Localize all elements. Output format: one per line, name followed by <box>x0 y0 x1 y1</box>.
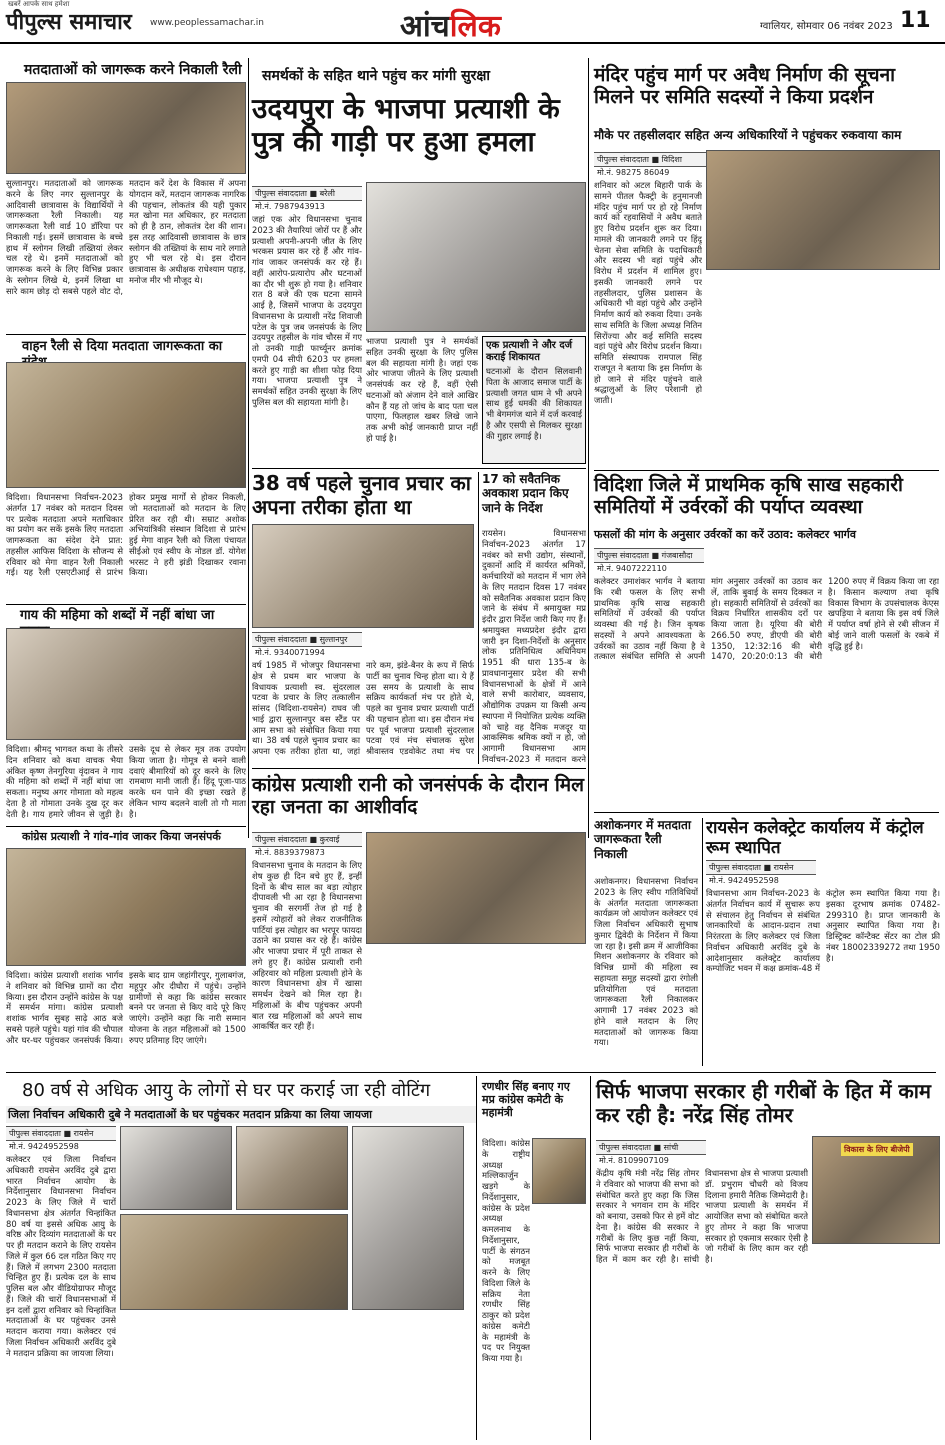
article-body-continued <box>812 1248 940 1440</box>
article-body: रायसेन। विधानसभा निर्वाचन-2023 अंतर्गत 17 नवंबर को सभी उद्योग, संस्थानों, दुकानों आदि में कार्यरत श्रमिकों, कर्मचारियों को मतदान में भाग लेने के लिए मतदान दिवस 17 नवंबर को सवैतनिक अवकाश प्रदान किए जाने के संबंध में श्रमायुक्त मप्र इंदौर द्वारा निर्देश जारी किए गए हैं। श्रमायुक्त मध्यप्रदेश इंदौर द्वारा जारी इन दिशा-निर्देशों के अनुसार लोक प्रतिनिधित्व अधिनियम 1951 की धारा 135-ब के प्रावधानानुसार प्रदेश की सभी विधानसभाओं के क्षेत्रों में आने वाले सभी कारोबार, व्यवसाय, औद्योगिक उपक्रम या किसी अन्य स्थापना में नियोजित प्रत्येक व्यक्ति को चाहे वह दैनिक मजदूर या आकस्मिक श्रमिक क्यों न हो, जो आगामी विधानसभा आम निर्वाचन-2023 में मतदान करने <box>482 528 586 764</box>
article-body: कलेक्टर उमाशंकर भार्गव ने बताया कि रबी फसल के लिए सभी प्राथमिक कृषि साख सहकारी समितियों में उर्वरकों की पर्याप्त व्यवस्था की गई है। जिन कृषक सदस्यों ने अपने आवश्यकता के उर्वरकों का उठाव नहीं किया है वे तत्काल संबंधित समिति से अपनी मांग अनुसार उर्वरकों का उठाव कर लें, ताकि बुवाई के समय दिक्कत न हो। सहकारी समितियों से उर्वरकों का विक्रय निर्धारित शासकीय दरों पर किया जाता है। यूरिया की बोरी 266.50 रुपए, डीएपी की बोरी 1350, 12:32:16 की बोरी 1470, 20:20:0:13 की बोरी 1200 रुपए में विक्रय किया जा रहा है। किसान कल्याण तथा कृषि विकास विभाग के उपसंचालक केएस खपड़िया ने बताया कि इस वर्ष जिले में पर्याप्त वर्षा होने से रबी सीजन में बोई जाने वाली फसलों के रकबे में वृद्धि हुई है। <box>594 576 939 662</box>
byline: पीपुल्स संवाददाता ■ कुरवाई <box>252 832 362 847</box>
article-deck: फसलों की मांग के अनुसार उर्वरकों का करें उठाव: कलेक्टर भार्गव <box>594 528 856 541</box>
sidebar-body: घटनाओं के दौरान सिलवानी पिता के आजाद समाज पार्टी के प्रत्याशी जगत धाम ने भी अपने साथ हुई धमकी की शिकायत भी बेगमगंज थाने में दर्ज करवाई है और एसपी से मिलकर सुरक्षा की गुहार लगाई है। <box>486 366 582 441</box>
article-body: शनिवार को अटल बिहारी पार्क के सामने पीतल फैक्ट्री के हनुमानजी मंदिर पहुंच मार्ग पर हो रहे निर्माण कार्य को रहवासियों ने अवैध बताते हुए विरोध प्रदर्शन शुरू कर दिया। मामले की जानकारी लगने पर हिंदू चेतना सेवा समिति के पदाधिकारी और सदस्य भी वहां पहुंचे और विरोध में प्रदर्शन में शामिल हुए। इसकी जानकारी लगने पर तहसीलदार, पुलिस प्रशासन के अधिकारी भी वहां पहुंचे और उन्होंने निर्माण कार्य को रुकवा दिया। उनके साथ समिति के जिला अध्यक्ष नितिन सिरोंज्या और कई समिति सदस्य वहां पहुंचे और विरोध प्रदर्शन किया। समिति संस्थापक रामपाल सिंह राजपूत ने बताया कि इस निर्माण के हो जाने से मंदिर पहुंचने वाले श्रद्धालुओं के लिए परेशानी हो जाती। <box>594 180 702 405</box>
cow-worship-photo <box>6 628 246 740</box>
reporter-mobile: मो.नं. 8839379873 <box>255 848 325 857</box>
logo-tagline: खबरें आपके साथ हमेशा <box>8 0 70 8</box>
article-body: जहां एक ओर विधानसभा चुनाव 2023 की तैयारियां जोरों पर हैं और प्रत्याशी अपनी-अपनी जीत के लिए भरकस प्रयास कर रहे हैं और गांव-गांव जाकर जनसंपर्क कर रहे हैं। वहीं आरोप-प्रत्यारोप और घटनाओं का दौर भी शुरू हो गया है। शनिवार रात 8 बजे की एक घटना सामने आई है, जिसमें भाजपा के उदयपुरा विधानसभा के प्रत्याशी नरेंद्र शिवाजी पटेल के पुत्र जब जनसंपर्क के लिए उदयपुर तहसील के गांव चौरस में गए तो उनकी गाड़ी फार्च्यूनर क्रमांक एमपी 04 सीपी 6203 पर हमला करते हुए गाड़ी का शीशा फोड़ दिया गया। भाजपा प्रत्याशी पुत्र ने समर्थकों सहित उनकी सुरक्षा के लिए पुलिस बल की सहायता मांगी है। <box>252 214 362 407</box>
column-rule <box>478 472 479 764</box>
main-headline: उदयपुरा के भाजपा प्रत्याशी के पुत्र की गाड़ी पर हुआ हमला <box>252 92 560 159</box>
column-rule <box>702 818 703 1066</box>
damaged-car-photo <box>366 182 586 332</box>
article-divider <box>594 812 939 813</box>
article-headline: वाहन रैली से दिया मतदाता जागरूकता का <box>22 339 223 354</box>
article-body: सुल्तानपुर। मतदाताओं को जागरूक करने के लिए नगर सुल्तानपुर के आदिवासी छात्रावास के विद्यार्थियों ने जागरूकता रैली निकाली। यह जागरूकता रैली वार्ड 10 डॉरिया पर निकाली गई। इसमें छात्रावास के बच्चे हाथ में स्लोगन लिखी तख्तियां लेकर चल रहे थे। इनमें मतदाताओं को जागरूक करने के लिए विभिन्न प्रकार के स्लोगन लिखे थे, इनमें लिखा था सारे काम छोड़ दो सबसे पहले वोट दो, मतदान करें देश के विकास में अपना योगदान करें, मतदान जागरूक नागरिक की पहचान, लोकतंत्र की यही पुकार मत खोना मत अधिकार, हर मतदाता को ही है ठान, लोकतंत्र देश की शान। इस तरह आदिवासी छात्रावास के छात्र स्लोगन की तख्तियां के साथ नारे लगाते हुए भी चल रहे थे। इस दौरान छात्रावास के अधीक्षक राधेश्याम पहाड़, मनोज मीर भी मौजूद थे। <box>6 178 246 296</box>
article-headline: 80 वर्ष से अधिक आयु के लोगों से घर पर कराई जा रही वोटिंग <box>22 1080 431 1101</box>
archive-rally-photo <box>252 524 474 628</box>
banner-text: विकास के लिए बीजेपी <box>841 1143 913 1156</box>
article-headline: कांग्रेस प्रत्याशी रानी को जनसंपर्क के दौरान मिल रहा जनता का आशीर्वाद <box>252 774 585 819</box>
column-rule <box>476 1076 477 1440</box>
sidebar-box <box>482 336 586 464</box>
reporter-mobile: मो.नं. 8109907109 <box>599 1156 669 1165</box>
article-body: विदिशा। कांग्रेस के राष्ट्रीय अध्यक्ष मल्लिकार्जुन खड़गे के निर्देशानुसार, कांग्रेस के प्रदेश अध्यक्ष कमलनाथ के निर्देशानुसार, पार्टी के संगठन को मजबूत करने के लिए विदिशा जिले के सक्रिय नेता रणधीर सिंह ठाकुर को प्रदेश कांग्रेस कमेटी के महामंत्री के पद पर नियुक्त किया गया है। <box>482 1138 530 1363</box>
article-body: कलेक्टर एवं जिला निर्वाचन अधिकारी रायसेन अरविंद दुबे द्वारा भारत निर्वाचन आयोग के निर्देशानुसार विधानसभा निर्वाचन 2023 के लिए जिले में चारों विधानसभा क्षेत्र अंतर्गत चिन्हांकित 80 वर्ष या इससे अधिक आयु के वरिष्ठ और दिव्यांग मतदाताओं के घर पर ही मतदान कराने के लिए रायसेन जिले में कुल 66 दल गठित किए गए हैं। जिले में लगभग 2300 मतदाता चिन्हित हुए हैं। प्रत्येक दल के साथ पुलिस बल और वीडियोग्राफर मौजूद हैं। जिले की चारों विधानसभाओं में इन दलों द्वारा शनिवार को चिन्हांकित मतदाताओं के घर पहुंचकर उनसे मतदान कराया गया। कलेक्टर एवं जिला निर्वाचन अधिकारी अरविंद दुबे ने मतदान प्रक्रिया का जायजा लिया। <box>6 1154 116 1358</box>
byline: पीपुल्स संवाददाता ■ रायसेन <box>6 1126 116 1141</box>
article-deck: मौके पर तहसीलदार सहित अन्य अधिकारियों ने पहुंचकर रुकवाया काम <box>594 128 902 142</box>
home-voting-photo <box>120 1126 232 1210</box>
article-headline: अशोकनगर में मतदाता जागरूकता रैली निकाली <box>594 818 691 861</box>
article-body-continued: भाजपा प्रत्याशी पुत्र ने समर्थकों सहित उनकी सुरक्षा के लिए पुलिस बल की सहायता मांगी है। जहां एक ओर भाजपा जीतने के लिए प्रत्याशी जनसंपर्क कर रहे हैं, वहीं ऐसी घटनाओं को अंजाम देने वाले आखिर कौन हैं यह तो जांच के बाद पता चल पाएगा, फिलहाल खबर लिखे जाने तक अभी कोई जानकारी प्राप्त नहीं हो पाई है। <box>366 336 478 443</box>
article-body: केंद्रीय कृषि मंत्री नरेंद्र सिंह तोमर ने रविवार को भाजपा की सभा को संबोधित करते हुए कहा कि जिस सरकार ने भगवान राम के मंदिर को बनाया, उसको फिर से हमें वोट देना है। कांग्रेस की सरकार ने गरीबों के लिए कुछ नहीं किया, सिर्फ भाजपा सरकार ही गरीबों के हित में काम कर रही है। सांची विधानसभा क्षेत्र से भाजपा प्रत्याशी डॉ. प्रभुराम चौधरी को विजय दिलाना हमारी नैतिक जिम्मेदारी है। भाजपा प्रत्याशी के समर्थन में आयोजित सभा को संबोधित करते हुए तोमर ने कहा कि भाजपा सरकार हो एकमात्र सरकार ऐसी है जो गरीबों के लिए काम कर रही है। <box>596 1168 808 1264</box>
column-rule <box>588 58 589 838</box>
article-headline: मंदिर पहुंच मार्ग पर अवैध निर्माण की सूचना मिलने पर समिति सदस्यों ने किया प्रदर्शन <box>594 64 896 109</box>
page-number: 11 <box>900 8 931 33</box>
reporter-mobile: मो.नं. 9424952598 <box>709 876 779 885</box>
portrait-photo <box>532 1138 586 1204</box>
article-divider <box>6 604 246 605</box>
article-kicker: समर्थकों के सहित थाने पहुंच कर मांगी सुरक्षा <box>262 68 490 84</box>
article-body: विदिशा। विधानसभा निर्वाचन-2023 अंतर्गत 17 नवंबर को मतदान दिवस पर प्रत्येक मतदाता अपने मताधिकार का प्रयोग कर सकें इसके लिए मतदाता जागरूकता का संदेश देने प्रात: तहसील आफिस विदिशा के सौजन्य से रविवार को मेगा वाहन रैली निकाली गई। यह रैली एसएटीआई से प्रारंभ होकर प्रमुख मार्गों से होकर निकली, जो मतदाताओं को मतदान के लिए प्रेरित कर रही थी। सम्राट अशोक अभियांत्रिकी संस्थान विदिशा से प्रारंभ हुई मेगा वाहन रैली को जिला पंचायत सीईओ एवं स्वीप के नोडल डॉ. योगेश भरसट ने हरी झंडी दिखाकर रवाना किया। <box>6 492 246 578</box>
article-divider <box>6 334 246 335</box>
article-headline: सिर्फ भाजपा सरकार ही गरीबों के हित में काम कर रही है: नरेंद्र सिंह तोमर <box>596 1079 931 1127</box>
byline: पीपुल्स संवाददाता ■ बरेली <box>252 186 362 201</box>
reporter-mobile: मो.नं. 9407222110 <box>597 564 667 573</box>
vehicle-rally-photo <box>6 362 246 488</box>
byline: पीपुल्स संवाददाता ■ विदिशा <box>594 152 714 167</box>
article-headline: मतदाताओं को जागरूक करने निकाली रैली <box>24 62 242 78</box>
article-headline: विदिशा जिले में प्राथमिक कृषि साख सहकारी समितियों में उर्वरकों की पर्याप्त व्यवस्था <box>594 474 903 519</box>
article-body: अशोकनगर। विधानसभा निर्वाचन 2023 के लिए स्वीप गतिविधियों के अंतर्गत मतदाता जागरूकता कार्यक्रम जो आयोजन कलेक्टर एवं जिला निर्वाचन अधिकारी सुभाष कुमार द्विवेदी के निर्देशन में किया जा रहा है। इसी क्रम में आजीविका मिशन अशोकनगर के रविवार को विभिन्न ग्रामों की महिला स्व सहायता समूह सदस्यों द्वारा रंगोली प्रतियोगिता एवं मतदाता जागरूकता रैली निकालकर आगामी 17 नवंबर 2023 को होने वाले मतदान के लिए मतदाताओं को जागरूक किया गया। <box>594 876 698 1048</box>
voter-photo <box>352 1126 464 1310</box>
candidate-campaign-photo <box>366 832 586 944</box>
article-headline: कांग्रेस प्रत्याशी ने गांव-गांव जाकर किया जनसंपर्क <box>22 830 221 843</box>
article-body-continued <box>366 948 586 1068</box>
article-headline: रायसेन कलेक्ट्रेट कार्यालय में कंट्रोल रूम स्थापित <box>706 818 924 859</box>
article-body: विदिशा। श्रीमद् भागवत कथा के तीसरे दिन शनिवार को कथा वाचक भैया अंकित कृष्ण तेनगुरिया वृंदावन ने गाय की महिमा को शब्दों में नहीं बांधा जा सकता। मनुष्य अगर गोमाता को महत्व देता है तो गोमाता उनके दुख दूर कर देती है। गाय हमारे जीवन से जुड़ी है। उसके दूध से लेकर मूत्र तक उपयोग किया जाता है। गोमूत्र से बनने वाली दवाएं बीमारियों को दूर करने के लिए रामबाण मानी जाती हैं। हिंदू पूजा-पाठ करके धन पाने की इच्छा रखते हैं लेकिन भाग्य बदलने वाली तो गौ माता है। <box>6 744 246 819</box>
article-body: विधानसभा आम निर्वाचन-2023 के अंतर्गत निर्वाचन कार्य में सुचारू रूप से संचालन हेतु निर्वाचन से संबंधित जानकारियों के आदान-प्रदान तथा निरंतरता के लिए कलेक्टर एवं जिला निर्वाचन अधिकारी अरविंद दुबे के आदेशानुसार कलेक्ट्रेट कार्यालय कम्पोजिट भवन में कक्ष क्रमांक-48 में कंट्रोल रूम स्थापित किया गया है। इसका दूरभाष क्रमांक 07482-299310 है। प्राप्त जानकारी के अनुसार स्थापित किया गया है। डिस्ट्रिक्ट कॉन्टैक्ट सेंटर का टोल फ्री नंबर 18002339272 तथा 1950 है। <box>706 888 940 974</box>
reporter-mobile: मो.नं. 7987943913 <box>255 202 325 211</box>
article-divider <box>6 826 246 827</box>
website-url[interactable]: www.peoplessamachar.in <box>150 18 264 28</box>
article-deck: जिला निर्वाचन अधिकारी दुबे ने मतदाताओं के घर पहुंचकर मतदान प्रक्रिया का लिया जायजा <box>6 1106 476 1123</box>
article-divider <box>252 468 586 469</box>
reporter-mobile: मो.नं. 9424952598 <box>9 1142 79 1151</box>
article-body-continued <box>120 1314 464 1440</box>
collector-inspection-photo <box>120 1214 348 1310</box>
byline: पीपुल्स संवाददाता ■ रायसेन <box>706 860 816 875</box>
article-body-continued <box>706 274 940 468</box>
byline: पीपुल्स संवाददाता ■ सांची <box>596 1140 706 1155</box>
rally-stage-photo <box>812 1136 940 1244</box>
article-headline: 38 वर्ष पहले चुनाव प्रचार का अपना तरीका होता था <box>252 471 471 519</box>
article-body: विधानसभा चुनाव के मतदान के लिए शेष कुछ ही दिन बचे हुए हैं, इन्हीं दिनों के बीच साल का बड़ा त्योहार दीपावली भी आ रहा है विधानसभा चुनाव की सरगर्मी तेज हो गई है इसमें त्योहारों को लेकर राजनीतिक पार्टियां इस त्योहार का भरपूर फायदा उठाने का प्रयास कर रहे हैं। कांग्रेस और भाजपा प्रचार में पूरी ताकत से लगे हुए हैं। कांग्रेस प्रत्याशी रानी अहिरवार को महिला प्रत्याशी होने के कारण विधानसभा क्षेत्र में खासा समर्थन देखने को मिल रहा है। महिलाओं के बीच पहुंचकर अपनी बात रख महिलाओं को अपने साथ आकर्षित कर रही हैं। <box>252 860 362 1032</box>
byline: पीपुल्स संवाददाता ■ सुल्तानपुर <box>252 632 362 647</box>
rally-photo <box>6 82 246 174</box>
column-rule <box>590 1076 591 1440</box>
sidebar-title: एक प्रत्याशी ने और दर्ज कराई शिकायत <box>486 340 573 363</box>
home-voting-photo <box>236 1126 348 1210</box>
reporter-mobile: मो.नं. 9340071994 <box>255 648 325 657</box>
article-body: विदिशा। कांग्रेस प्रत्याशी शशांक भार्गव ने शनिवार को विभिन्न ग्रामों का दौरा किया। इस दौरान उन्होंने कांग्रेस के पक्ष में समर्थन मांगा। कांग्रेस प्रत्याशी शशांक भार्गव सुबह साढ़े आठ बजे सबसे पहले पहुंचे। यहां गांव की चौपाल और घर-घर पहुंचकर जनसंपर्क किया। इसके बाद ग्राम जहांगीरपुर, गुलाबगंज, महूपुर और दीघौरा में पहुंचे। उन्होंने ग्रामीणों से कहा कि कांग्रेस सरकार बनने पर जनता से किए वादे पूरे किए जाएंगे। उन्होंने कहा कि नारी सम्मान योजना के तहत महिलाओं को 1500 रुपए प्रतिमाह दिए जाएंगे। <box>6 970 246 1045</box>
protest-photo <box>706 150 940 270</box>
reporter-mobile: मो.नं. 98275 86049 <box>597 168 670 177</box>
article-divider <box>594 470 939 471</box>
section-divider <box>6 1072 936 1073</box>
article-headline: रणधीर सिंह बनाए गए मप्र कांग्रेस कमेटी के महामंत्री <box>482 1080 570 1120</box>
campaign-photo <box>6 848 246 966</box>
article-divider <box>252 768 586 769</box>
section-title: आंचलिक <box>400 9 501 44</box>
column-rule <box>248 58 249 838</box>
article-headline: 17 को सवैतनिक अवकाश प्रदान किए जाने के निर्देश <box>482 472 569 515</box>
newspaper-logo: पीपुल्स समाचार <box>6 10 132 35</box>
article-body: वर्ष 1985 में भोजपुर विधानसभा क्षेत्र से प्रथम बार भाजपा के विधायक प्रत्याशी स्व. सुंदरलाल पटवा के प्रचार के लिए तत्कालीन सांसद (विदिशा-रायसेन) राघव जी भाई द्वारा सुल्तानपुर बस स्टैंड पर आम सभा को संबोधित किया गया था। 38 वर्ष पहले चुनाव प्रचार का अपना एक तरीका होता था, जहां नारे कम, झंडे-बैनर के रूप में सिर्फ पार्टी का चुनाव चिन्ह होता था। ये हैं उस समय के प्रत्याशी के साथ सक्रिय कार्यकर्ता मंच पर होते थे, पहले का चुनाव प्रचार प्रत्याशी पार्टी की पहचान होता था। इस दौरान मंच पर पूर्व भाजपा प्रत्याशी सुंदरलाल पटवा एवं मंच संचालक सुरेश श्रीवास्तव एडवोकेट तथा मंच पर <box>252 660 474 756</box>
article-headline: गाय की महिमा को शब्दों में नहीं बांधा जा <box>20 608 215 623</box>
byline: पीपुल्स संवाददाता ■ गंजबासौदा <box>594 548 704 563</box>
issue-date: ग्वालियर, सोमवार 06 नवंबर 2023 <box>760 21 893 32</box>
